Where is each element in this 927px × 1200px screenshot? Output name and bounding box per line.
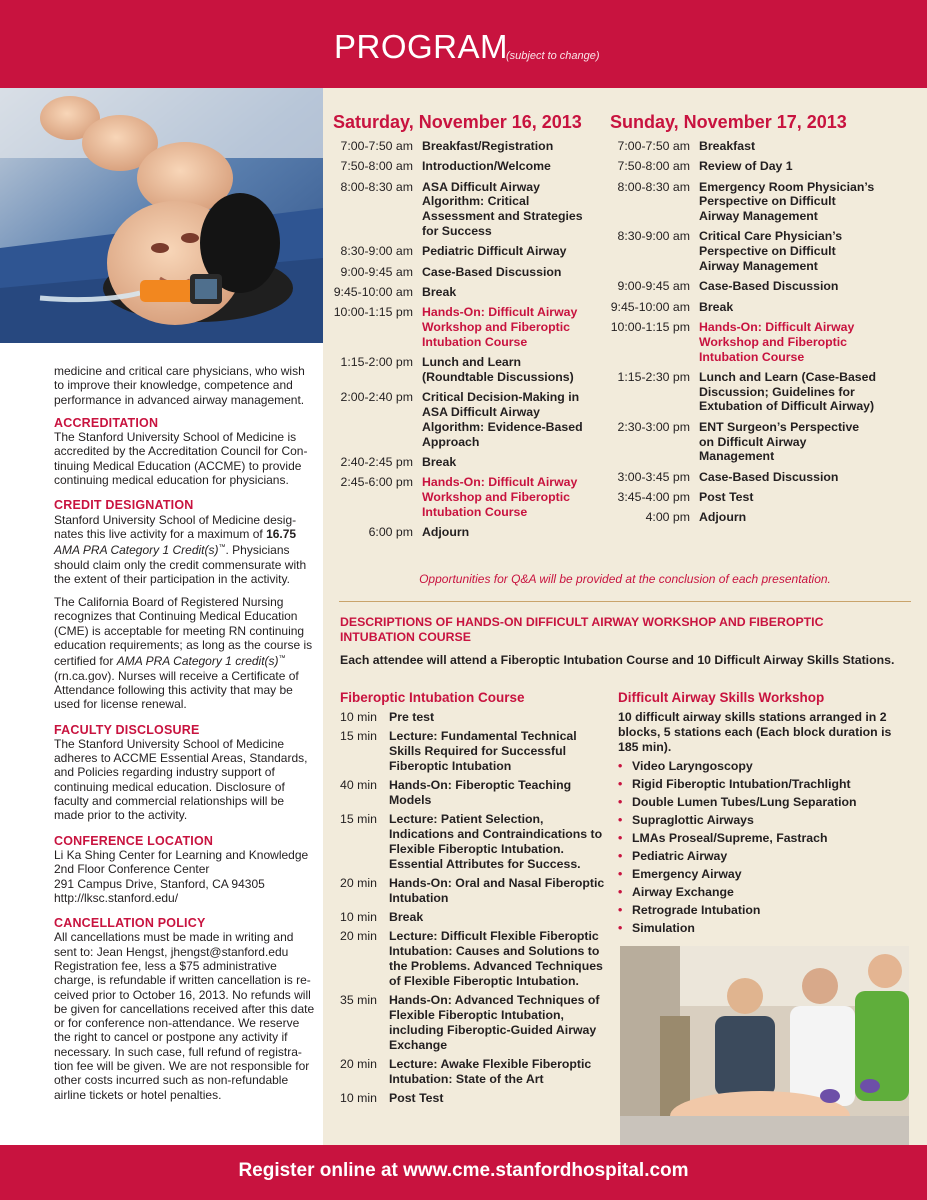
schedule-time: 9:45-10:00 am bbox=[333, 284, 413, 299]
skills-item-label: Video Laryngoscopy bbox=[632, 759, 753, 773]
schedule-row bbox=[610, 180, 910, 224]
text-line: the extent of their participation in the activity. bbox=[54, 571, 290, 586]
schedule-row bbox=[333, 244, 603, 259]
course-row bbox=[340, 710, 610, 725]
schedule-row bbox=[610, 300, 910, 315]
text-line: or for conference non-attendance. We reserve bbox=[54, 1016, 300, 1031]
intro-paragraph: medicine and critical care physicians, who wish to improve their knowledge, competence and performance in advanced airway management. bbox=[54, 364, 305, 407]
schedule-time: 9:45-10:00 am bbox=[610, 299, 690, 314]
schedule-event: Case-Based Discussion bbox=[699, 279, 839, 294]
text-line: continuing medical education. Disclosure of bbox=[54, 779, 285, 794]
course-row bbox=[340, 993, 610, 1053]
saturday-list bbox=[333, 139, 603, 540]
text-line: The California Board of Registered Nursing bbox=[54, 595, 284, 610]
location-link[interactable]: http://lksc.stanford.edu/ bbox=[54, 890, 179, 905]
skills-item bbox=[618, 813, 908, 828]
skills-item-label: Emergency Airway bbox=[632, 867, 742, 881]
skills-heading: Difficult Airway Skills Workshop bbox=[618, 690, 825, 705]
text-line: All cancellations must be made in writing and bbox=[54, 930, 294, 945]
header-bar bbox=[0, 0, 927, 88]
text-line: adheres to ACCME Essential Areas, Standards, bbox=[54, 751, 308, 766]
schedule-row bbox=[610, 159, 910, 174]
course-item: Hands-On: Oral and Nasal Fiberoptic Intubation bbox=[389, 876, 605, 905]
skills-item bbox=[618, 831, 908, 846]
course-duration: 20 min bbox=[340, 1057, 377, 1071]
text-line: recognizes that Continuing Medical Education bbox=[54, 609, 298, 624]
bullet-icon: • bbox=[618, 777, 623, 791]
schedule-time: 7:50-8:00 am bbox=[340, 159, 413, 174]
skills-item bbox=[618, 921, 908, 936]
schedule-event: Adjourn bbox=[422, 525, 470, 540]
schedule-row bbox=[333, 180, 603, 239]
text-line: tinuing Medical Education (ACCME) to provide bbox=[54, 458, 302, 473]
schedule-event: Breakfast bbox=[699, 139, 756, 153]
schedule-event: Hands-On: Difficult Airway Workshop and Fiberoptic Intubation Course bbox=[699, 319, 855, 364]
schedule-event: Breakfast/Registration bbox=[422, 139, 554, 153]
text-line: (rn.ca.gov). Nurses will receive a Certificate of bbox=[54, 668, 299, 683]
text-line: 2nd Floor Conference Center bbox=[54, 862, 210, 877]
schedule-time: 3:45-4:00 pm bbox=[617, 489, 690, 504]
qa-note: Opportunities for Q&A will be provided at the conclusion of each presentation. bbox=[419, 572, 831, 586]
schedule-event: Break bbox=[422, 454, 457, 469]
skills-item-label: Pediatric Airway bbox=[632, 849, 728, 863]
schedule-event: Emergency Room Physician’s Perspective on Difficult Airway Management bbox=[699, 179, 875, 224]
bullet-icon: • bbox=[618, 759, 623, 773]
course-row bbox=[340, 929, 610, 989]
schedule-event: Introduction/Welcome bbox=[422, 159, 551, 174]
skills-item-label: Simulation bbox=[632, 921, 695, 935]
schedule-row bbox=[610, 279, 910, 294]
program-panel bbox=[323, 88, 927, 1145]
bullet-icon: • bbox=[618, 813, 623, 827]
skills-item bbox=[618, 885, 908, 900]
schedule-time: 8:00-8:30 am bbox=[617, 179, 690, 194]
bullet-icon: • bbox=[618, 849, 623, 863]
schedule-time: 2:45-6:00 pm bbox=[340, 475, 413, 490]
schedule-event: Hands-On: Difficult Airway Workshop and Fiberoptic Intubation Course bbox=[422, 475, 578, 519]
schedule-event: Lunch and Learn (Roundtable Discussions) bbox=[422, 355, 574, 384]
schedule-event: Post Test bbox=[699, 489, 754, 504]
descriptions-heading: DESCRIPTIONS OF HANDS-ON DIFFICULT AIRWAY WORKSHOP AND FIBEROPTIC INTUBATION COURSE bbox=[340, 615, 824, 644]
text-line: ceived prior to October 16, 2013. No refunds will bbox=[54, 987, 311, 1002]
course-item: Hands-On: Fiberoptic Teaching Models bbox=[389, 778, 572, 807]
location-section bbox=[54, 834, 316, 905]
sunday-heading: Sunday, November 17, 2013 bbox=[610, 112, 847, 132]
text-line: used for license renewal. bbox=[54, 697, 187, 712]
course-row bbox=[340, 1057, 610, 1087]
text-line: accredited by the Accreditation Council for Con- bbox=[54, 444, 308, 459]
schedule-event: ASA Difficult Airway Algorithm: Critical Assessment and Strategies for Success bbox=[422, 179, 583, 238]
course-row bbox=[340, 910, 610, 925]
accreditation-section bbox=[54, 416, 316, 487]
schedule-event: Case-Based Discussion bbox=[699, 469, 839, 484]
course-duration: 10 min bbox=[340, 1091, 377, 1105]
schedule-row bbox=[333, 305, 603, 349]
bullet-icon: • bbox=[618, 885, 623, 899]
text-line: Li Ka Shing Center for Learning and Knowledge bbox=[54, 847, 309, 862]
fiberoptic-course bbox=[340, 690, 610, 1110]
text-line: charge, is refundable if written cancellation is re- bbox=[54, 973, 311, 988]
schedule-event: Adjourn bbox=[699, 510, 747, 525]
skills-item-label: Rigid Fiberoptic Intubation/Trachlight bbox=[632, 777, 851, 791]
course-item: Post Test bbox=[389, 1091, 444, 1105]
text-line: continuing medical education for physicians. bbox=[54, 473, 289, 488]
text-line: made prior to the activity. bbox=[54, 808, 188, 823]
schedule-row bbox=[333, 139, 603, 154]
register-link[interactable]: Register online at www.cme.stanfordhospital.com bbox=[238, 1160, 689, 1181]
credit-section bbox=[54, 498, 316, 711]
faculty-section bbox=[54, 723, 316, 823]
schedule-event: Pediatric Difficult Airway bbox=[422, 244, 567, 259]
cancellation-section bbox=[54, 916, 316, 1102]
schedule-event: Break bbox=[699, 299, 734, 314]
course-duration: 15 min bbox=[340, 729, 377, 743]
text-line: necessary. In such case, full refund of registra- bbox=[54, 1044, 302, 1059]
schedule-row bbox=[333, 390, 603, 449]
text-line: faculty and commercial relationships will be bbox=[54, 794, 285, 809]
text-line: Attendance following this activity that may be bbox=[54, 682, 293, 697]
fiberoptic-list bbox=[340, 710, 610, 1106]
text-line: other costs incurred such as non-refundable bbox=[54, 1073, 289, 1088]
schedule-time: 9:00-9:45 am bbox=[340, 264, 413, 279]
location-heading: CONFERENCE LOCATION bbox=[54, 833, 214, 848]
schedule-event: Critical Decision-Making in ASA Difficult Airway Algorithm: Evidence-Based Approach bbox=[422, 390, 583, 449]
divider bbox=[339, 601, 911, 602]
schedule-time: 2:40-2:45 pm bbox=[340, 454, 413, 469]
credit-heading: CREDIT DESIGNATION bbox=[54, 498, 194, 513]
course-duration: 35 min bbox=[340, 993, 377, 1007]
schedule-row bbox=[610, 420, 910, 464]
accreditation-heading: ACCREDITATION bbox=[54, 415, 159, 430]
page-subtitle: (subject to change) bbox=[506, 50, 600, 62]
course-item: Hands-On: Advanced Techniques of Flexible Fiberoptic Intubation, including Fiberoptic-Guided Airway Exchange bbox=[389, 993, 600, 1052]
schedule-row bbox=[610, 370, 910, 414]
cancellation-heading: CANCELLATION POLICY bbox=[54, 916, 206, 931]
schedule-time: 3:00-3:45 pm bbox=[617, 469, 690, 484]
skills-item-label: Retrograde Intubation bbox=[632, 903, 761, 917]
faculty-heading: FACULTY DISCLOSURE bbox=[54, 722, 200, 737]
skills-item-label: Airway Exchange bbox=[632, 885, 734, 899]
schedule-row bbox=[333, 355, 603, 385]
schedule-time: 10:00-1:15 pm bbox=[610, 319, 690, 334]
schedule-event: Break bbox=[422, 284, 457, 299]
skills-item-label: Supraglottic Airways bbox=[632, 813, 754, 827]
bullet-icon: • bbox=[618, 867, 623, 881]
bullet-icon: • bbox=[618, 795, 623, 809]
sunday-schedule bbox=[610, 112, 910, 531]
schedule-event: Case-Based Discussion bbox=[422, 264, 562, 279]
skills-intro: 10 difficult airway skills stations arranged in 2 blocks, 5 stations each (Each block duration is 185 min). bbox=[618, 710, 892, 754]
course-row bbox=[340, 729, 610, 774]
text-line: and Policies regarding industry support of bbox=[54, 765, 275, 780]
text-line: sent to: Jean Hengst, jhengst@stanford.edu bbox=[54, 944, 289, 959]
text-line: The Stanford University School of Medicine is bbox=[54, 430, 297, 445]
text-line: certified for AMA PRA Category 1 credit(s)™ bbox=[54, 654, 286, 669]
skills-list bbox=[618, 759, 908, 936]
course-item: Lecture: Awake Flexible Fiberoptic Intubation: State of the Art bbox=[389, 1057, 592, 1086]
skills-item-label: LMAs Proseal/Supreme, Fastrach bbox=[632, 831, 828, 845]
skills-item bbox=[618, 867, 908, 882]
workshop-photo bbox=[620, 946, 909, 1145]
text-line: tion fee will be given. We are not responsible for bbox=[54, 1059, 310, 1074]
schedule-time: 2:30-3:00 pm bbox=[617, 419, 690, 434]
skills-item bbox=[618, 759, 908, 774]
schedule-row bbox=[610, 229, 910, 273]
course-duration: 15 min bbox=[340, 812, 377, 826]
course-duration: 10 min bbox=[340, 910, 377, 924]
course-duration: 20 min bbox=[340, 876, 377, 890]
schedule-time: 8:30-9:00 am bbox=[617, 229, 690, 244]
schedule-event: ENT Surgeon’s Perspective on Difficult Airway Management bbox=[699, 419, 860, 464]
schedule-time: 6:00 pm bbox=[368, 525, 413, 540]
course-duration: 10 min bbox=[340, 710, 377, 724]
left-text bbox=[54, 364, 316, 1113]
schedule-time: 1:15-2:00 pm bbox=[340, 355, 413, 370]
text-line: the right to cancel or postpone any activity if bbox=[54, 1030, 288, 1045]
schedule-row bbox=[610, 320, 910, 364]
bullet-icon: • bbox=[618, 921, 623, 935]
schedule-event: Review of Day 1 bbox=[699, 159, 793, 174]
schedule-event: Hands-On: Difficult Airway Workshop and Fiberoptic Intubation Course bbox=[422, 305, 578, 349]
page-title: PROGRAM bbox=[334, 28, 509, 65]
skills-item bbox=[618, 795, 908, 810]
bullet-icon: • bbox=[618, 831, 623, 845]
course-item: Lecture: Difficult Flexible Fiberoptic Intubation: Causes and Solutions to the Problems. Advanced Techniques of Flexible Fiberoptic Intubation. bbox=[389, 929, 603, 988]
schedule-time: 2:00-2:40 pm bbox=[340, 390, 413, 405]
skills-item bbox=[618, 903, 908, 918]
course-row bbox=[340, 876, 610, 906]
skills-item bbox=[618, 849, 908, 864]
schedule-time: 7:00-7:50 am bbox=[617, 139, 690, 153]
schedule-row bbox=[333, 285, 603, 300]
schedule-time: 8:00-8:30 am bbox=[340, 179, 413, 194]
skills-workshop bbox=[618, 690, 908, 939]
schedule-event: Critical Care Physician’s Perspective on Difficult Airway Management bbox=[699, 229, 843, 274]
course-row bbox=[340, 778, 610, 808]
text-line: AMA PRA Category 1 Credit(s)™. Physicians bbox=[54, 543, 290, 558]
skills-item-label: Double Lumen Tubes/Lung Separation bbox=[632, 795, 857, 809]
manikin-photo bbox=[0, 88, 323, 343]
schedule-row bbox=[610, 510, 910, 525]
bullet-icon: • bbox=[618, 903, 623, 917]
schedule-row bbox=[333, 159, 603, 174]
text-line: (CME) is acceptable for meeting RN continuing bbox=[54, 623, 305, 638]
schedule-row bbox=[333, 525, 603, 540]
footer-bar bbox=[0, 1145, 927, 1200]
text-line: nates this live activity for a maximum of 16.75 bbox=[54, 526, 297, 541]
course-item: Lecture: Patient Selection, Indications and Contraindications to Flexible Fiberoptic Intubation. Essential Attributes for Success. bbox=[389, 812, 603, 871]
schedule-time: 8:30-9:00 am bbox=[340, 244, 413, 259]
schedule-row bbox=[610, 490, 910, 505]
saturday-heading: Saturday, November 16, 2013 bbox=[333, 112, 582, 132]
schedule-time: 7:00-7:50 am bbox=[340, 139, 413, 153]
fiberoptic-heading: Fiberoptic Intubation Course bbox=[340, 690, 525, 705]
text-line: should claim only the credit commensurate with bbox=[54, 557, 307, 572]
course-duration: 20 min bbox=[340, 929, 377, 943]
skills-item bbox=[618, 777, 908, 792]
text-line: 291 Campus Drive, Stanford, CA 94305 bbox=[54, 876, 265, 891]
text-line: The Stanford University School of Medicine bbox=[54, 736, 285, 751]
course-row bbox=[340, 812, 610, 872]
sunday-list bbox=[610, 139, 910, 525]
schedule-time: 4:00 pm bbox=[645, 510, 690, 525]
schedule-time: 1:15-2:30 pm bbox=[617, 369, 690, 384]
descriptions-text: Each attendee will attend a Fiberoptic Intubation Course and 10 Difficult Airway Skills Stations. bbox=[340, 653, 895, 667]
credit-hours: 16.75 bbox=[266, 526, 297, 541]
schedule-row bbox=[333, 475, 603, 519]
text-line: Registration fee, less a $75 administrative bbox=[54, 958, 277, 973]
schedule-row bbox=[333, 265, 603, 280]
text-line: be given for cancellations received after this date bbox=[54, 1001, 315, 1016]
schedule-row bbox=[333, 455, 603, 470]
text-line: education requirements; as long as the course is bbox=[54, 638, 313, 653]
text-line: Stanford University School of Medicine desig- bbox=[54, 512, 297, 527]
left-column bbox=[0, 88, 323, 1145]
course-duration: 40 min bbox=[340, 778, 377, 792]
saturday-schedule bbox=[333, 112, 603, 545]
schedule-time: 7:50-8:00 am bbox=[617, 159, 690, 174]
course-row bbox=[340, 1091, 610, 1106]
course-item: Pre test bbox=[389, 710, 435, 724]
schedule-row bbox=[610, 470, 910, 485]
schedule-time: 9:00-9:45 am bbox=[617, 279, 690, 294]
schedule-time: 10:00-1:15 pm bbox=[333, 305, 413, 320]
course-item: Break bbox=[389, 910, 424, 924]
schedule-row bbox=[610, 139, 910, 154]
schedule-event: Lunch and Learn (Case-Based Discussion; Guidelines for Extubation of Difficult Airway) bbox=[699, 369, 876, 414]
course-item: Lecture: Fundamental Technical Skills Required for Successful Fiberoptic Intubation bbox=[389, 729, 577, 773]
text-line: airline tickets or hotel penalties. bbox=[54, 1087, 222, 1102]
